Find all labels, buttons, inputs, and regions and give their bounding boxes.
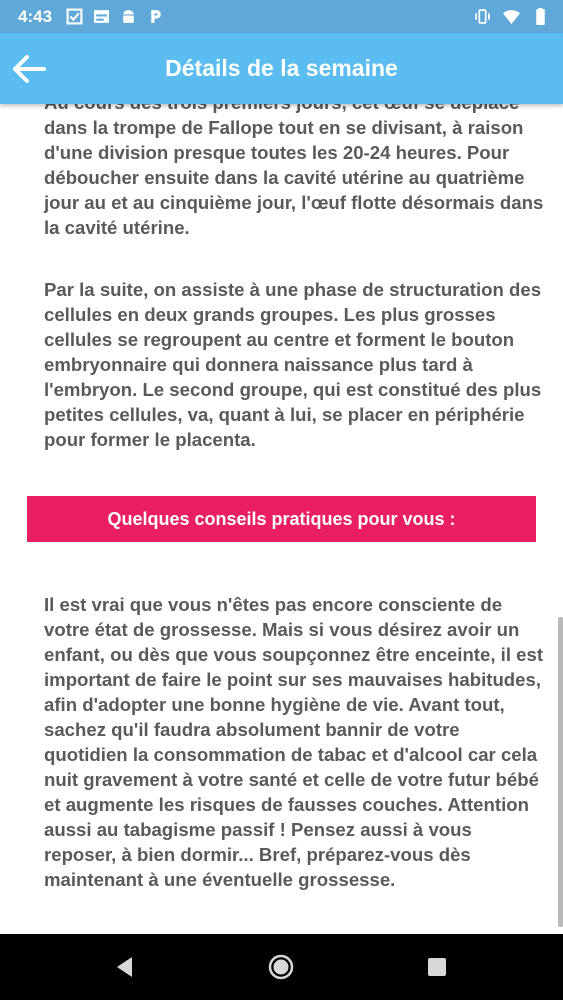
home-circle-icon[interactable] bbox=[268, 954, 294, 980]
section-banner: Quelques conseils pratiques pour vous : bbox=[27, 496, 536, 542]
system-icons bbox=[474, 0, 549, 33]
checkbox-icon bbox=[66, 8, 83, 25]
wifi-icon bbox=[503, 8, 520, 25]
vibrate-icon bbox=[474, 8, 491, 25]
paragraph-practical-advice: Il est vrai que vous n'êtes pas encore consciente de votre état de grossesse. Mais si vous désirez avoir un enfant, ou dès que vous soupçonnez être enceinte, il est important de faire le point sur ses mauvaises habitudes, afin d'adopter une bonne hygiène de vie. Avant tout, sachez qu'il faudra absolument bannir de votre quotidien la consommation de tabac et d'alcool car cela nuit gravement à votre santé et celle de votre futur bébé et augmente les risques de fausses couches. Attention aussi au tabagisme passif ! Pensez aussi à vous reposer, à bien dormir... Bref, préparez-vous dès maintenant à une éventuelle grossesse. bbox=[44, 594, 544, 890]
back-button[interactable] bbox=[8, 49, 48, 89]
app-bar bbox=[0, 33, 563, 104]
content-scroll-area[interactable] bbox=[0, 104, 563, 934]
notification-icons bbox=[66, 8, 164, 25]
parking-icon bbox=[147, 8, 164, 25]
news-icon bbox=[93, 8, 110, 25]
recents-square-icon[interactable] bbox=[424, 954, 450, 980]
back-triangle-icon[interactable] bbox=[112, 954, 138, 980]
scrollbar-thumb[interactable] bbox=[558, 617, 563, 927]
battery-icon bbox=[532, 8, 549, 25]
android-icon bbox=[120, 8, 137, 25]
page-title: Détails de la semaine bbox=[165, 55, 398, 81]
status-bar bbox=[0, 0, 563, 33]
navigation-bar bbox=[0, 934, 563, 1000]
paragraph-fertilization: dans la trompe de Fallope tout en se divisant, à raison d'une division presque toutes les 20-24 heures. Pour déboucher ensuite dans la cavité utérine au quatrième jour au et au cinquième jour, l'œuf flotte désormais dans la cavité utérine. bbox=[44, 117, 544, 238]
status-time: 4:43 bbox=[18, 6, 53, 26]
arrow-left-icon bbox=[8, 49, 48, 89]
paragraph-cell-structuring: Par la suite, on assiste à une phase de structuration des cellules en deux grands groupes. Les plus grosses cellules se regroupent au centre et forment le bouton embryonnaire qui donnera naissance plus tard à l'embryon. Le second groupe, qui est constitué des plus petites cellules, va, quant à lui, se placer en périphérie pour former le placenta. bbox=[44, 279, 542, 450]
